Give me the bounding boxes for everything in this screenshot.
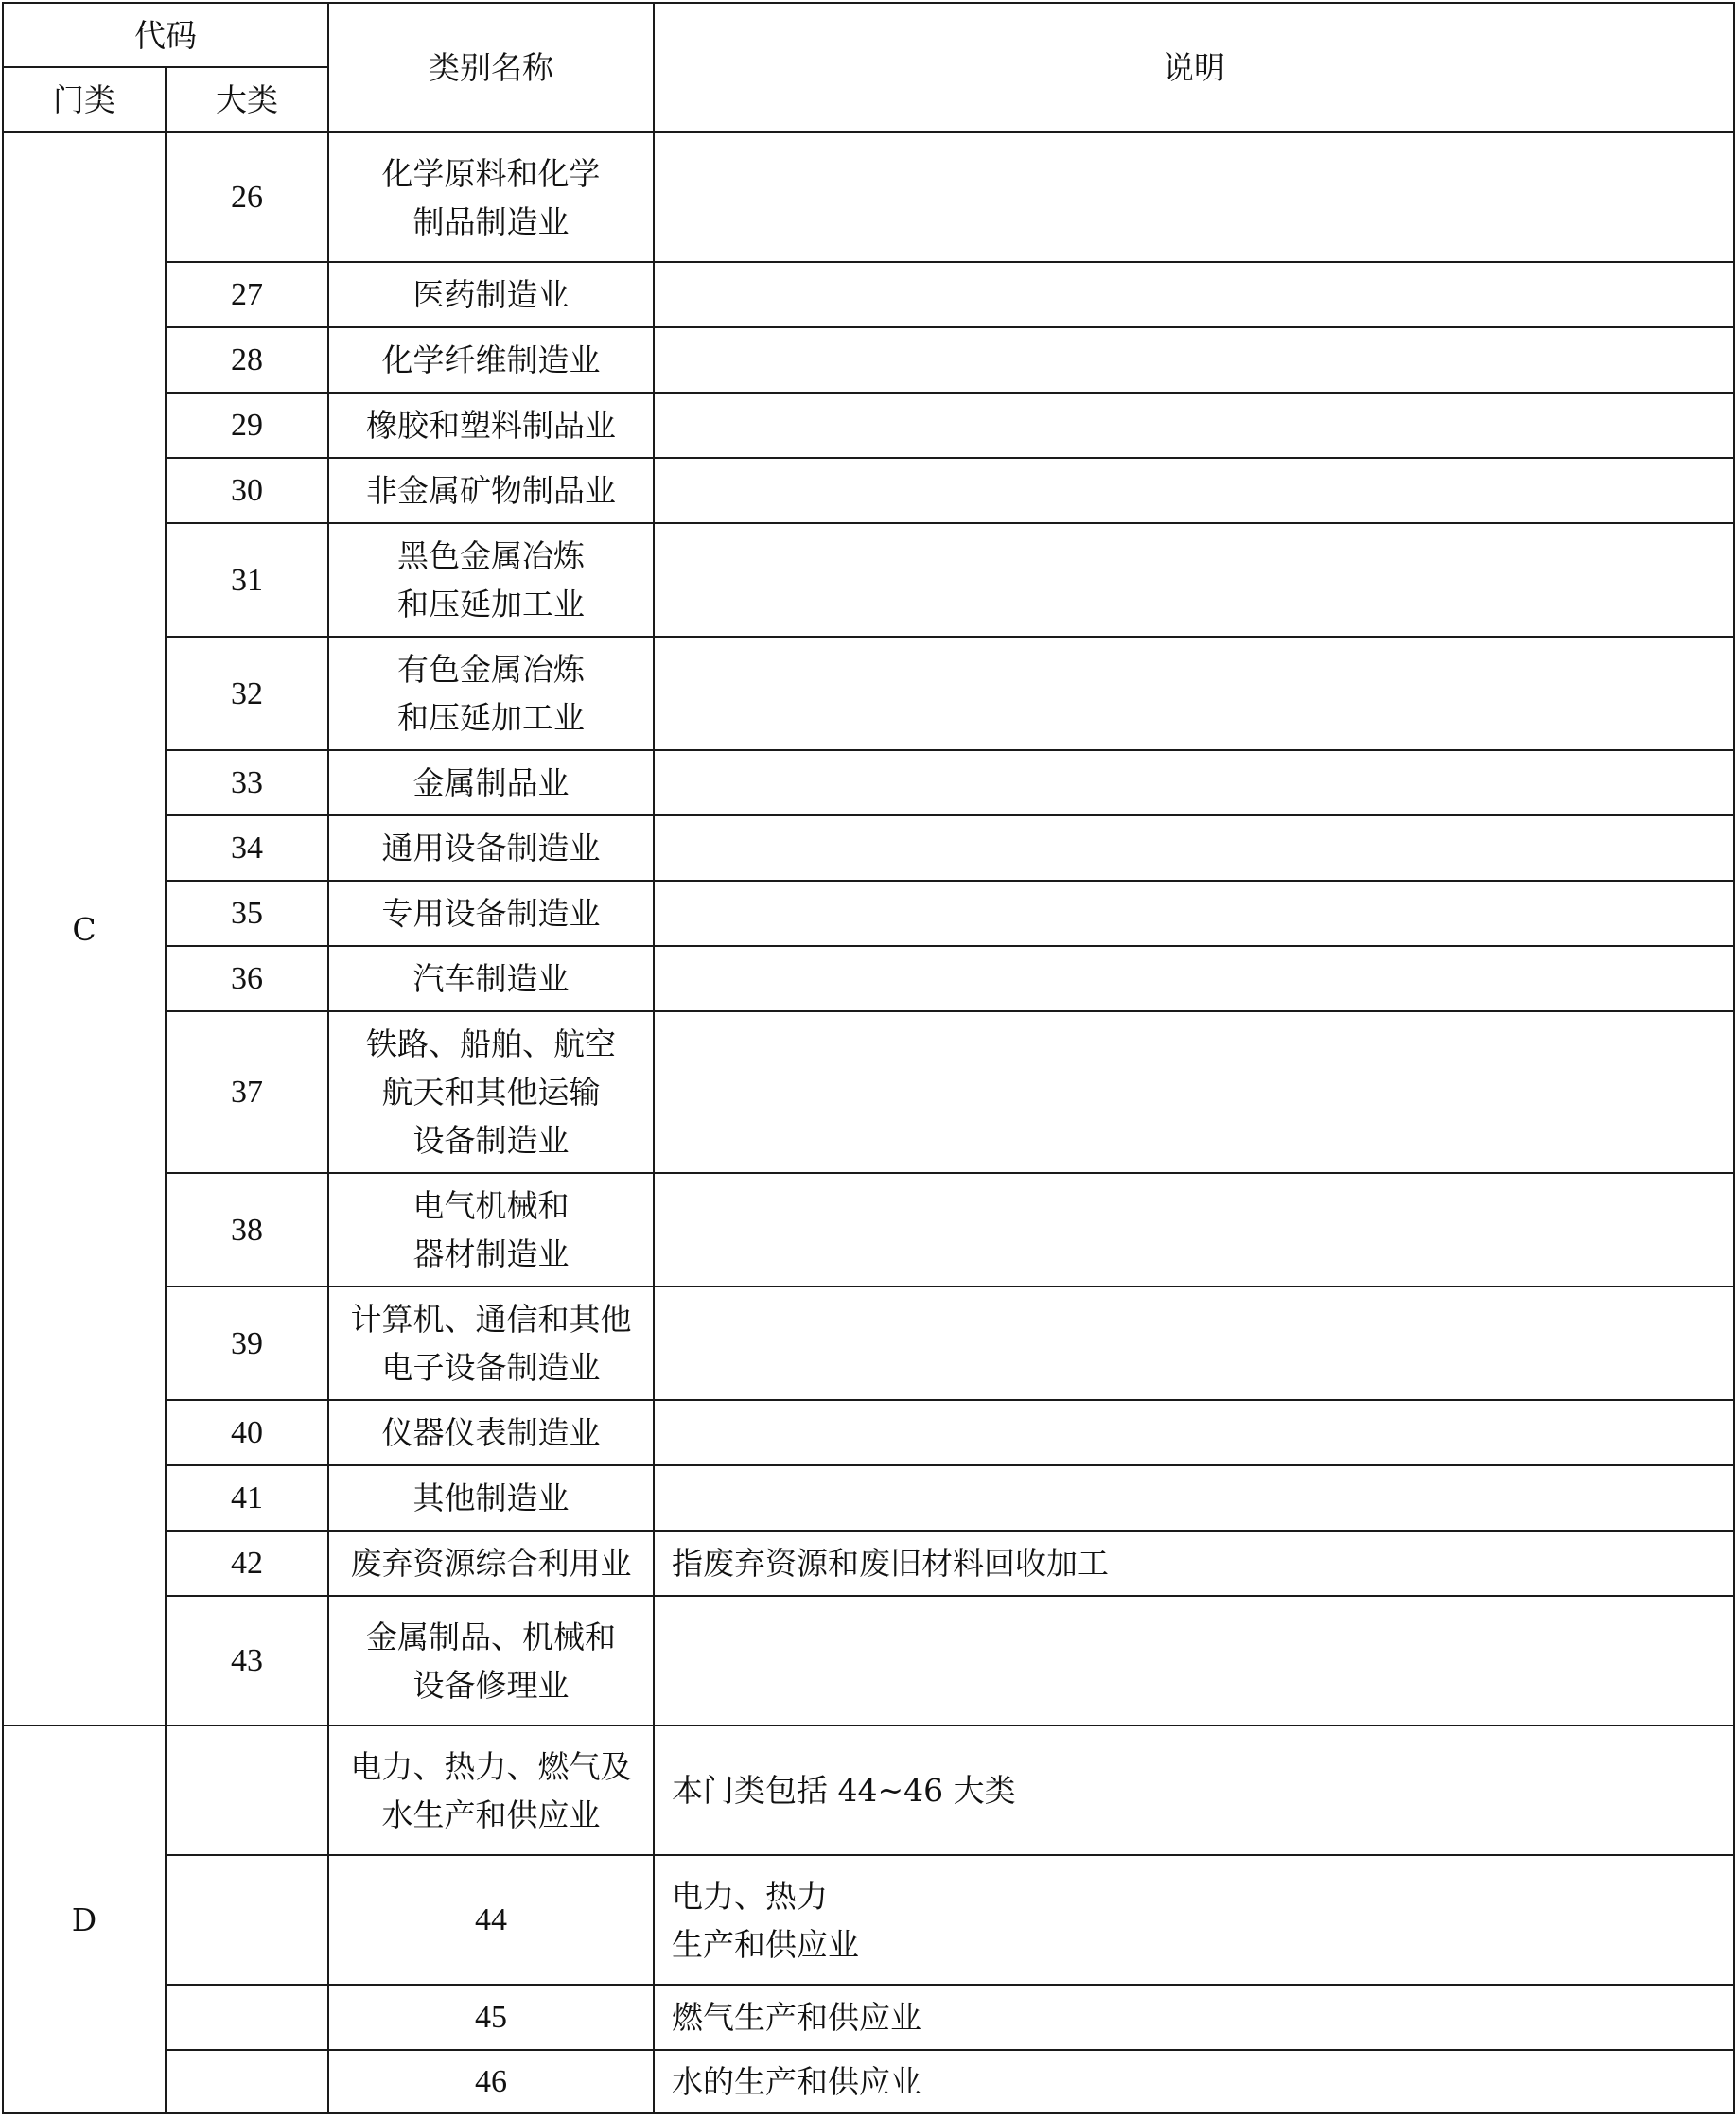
table-row: [3, 132, 1734, 262]
division-code: 33: [166, 750, 328, 815]
division-code: 35: [166, 881, 328, 946]
category-name: 橡胶和塑料制品业: [328, 393, 654, 458]
category-description: [654, 1287, 1734, 1400]
division-code: 34: [166, 815, 328, 881]
division-code: 31: [166, 523, 328, 637]
category-name: 计算机、通信和其他 电子设备制造业: [328, 1287, 654, 1400]
category-name: 其他制造业: [328, 1465, 654, 1531]
category-description: 指废弃资源和废旧材料回收加工: [654, 1531, 1734, 1596]
category-description: [654, 1173, 1734, 1287]
category-name: 专用设备制造业: [328, 881, 654, 946]
table-row: [3, 1400, 1734, 1465]
category-description: [654, 815, 1734, 881]
division-code: 28: [166, 327, 328, 393]
table-row: [3, 458, 1734, 523]
table-row: [3, 1173, 1734, 1287]
table-row: [3, 815, 1734, 881]
table-row: [3, 262, 1734, 327]
table-row: [3, 1985, 1734, 2050]
category-name: 电气机械和 器材制造业: [328, 1173, 654, 1287]
category-description: 燃气生产和供应业: [654, 1985, 1734, 2050]
division-code: 27: [166, 262, 328, 327]
division-code: 29: [166, 393, 328, 458]
category-name: 45: [328, 1985, 654, 2050]
table-row: [3, 327, 1734, 393]
table-row: [3, 1596, 1734, 1725]
table-row: [3, 523, 1734, 637]
header-section: 门类: [3, 67, 166, 132]
category-name: 电力、热力、燃气及 水生产和供应业: [328, 1725, 654, 1855]
table-row: [3, 1011, 1734, 1173]
division-code: 32: [166, 637, 328, 750]
division-code: 43: [166, 1596, 328, 1725]
section-code-d: D: [3, 1725, 166, 2113]
division-code: 39: [166, 1287, 328, 1400]
division-code: 40: [166, 1400, 328, 1465]
category-name: 44: [328, 1855, 654, 1985]
table-row: [3, 2050, 1734, 2113]
category-description: [654, 327, 1734, 393]
category-description: [654, 1596, 1734, 1725]
industry-classification-table: [2, 2, 1735, 2114]
category-name: 通用设备制造业: [328, 815, 654, 881]
division-code: [166, 1985, 328, 2050]
category-description: [654, 1400, 1734, 1465]
category-description: [654, 881, 1734, 946]
category-name: 金属制品、机械和 设备修理业: [328, 1596, 654, 1725]
table-row: [3, 1531, 1734, 1596]
division-code: [166, 1855, 328, 1985]
category-description: [654, 1011, 1734, 1173]
division-code: 42: [166, 1531, 328, 1596]
table-row: [3, 1725, 1734, 1855]
category-name: 黑色金属冶炼 和压延加工业: [328, 523, 654, 637]
category-description: 水的生产和供应业: [654, 2050, 1734, 2113]
division-code: 26: [166, 132, 328, 262]
category-name: 化学原料和化学 制品制造业: [328, 132, 654, 262]
table-row: [3, 1855, 1734, 1985]
table-row: [3, 750, 1734, 815]
category-name: 铁路、船舶、航空 航天和其他运输 设备制造业: [328, 1011, 654, 1173]
category-description: [654, 637, 1734, 750]
division-code: 41: [166, 1465, 328, 1531]
category-description: [654, 262, 1734, 327]
header-row-1: [3, 3, 1734, 67]
division-code: [166, 1725, 328, 1855]
category-description: [654, 1465, 1734, 1531]
category-name: 医药制造业: [328, 262, 654, 327]
table-row: [3, 393, 1734, 458]
division-code: 38: [166, 1173, 328, 1287]
category-name: 仪器仪表制造业: [328, 1400, 654, 1465]
category-description: 电力、热力 生产和供应业: [654, 1855, 1734, 1985]
category-name: 金属制品业: [328, 750, 654, 815]
category-name: 化学纤维制造业: [328, 327, 654, 393]
category-description: [654, 946, 1734, 1011]
table-row: [3, 1465, 1734, 1531]
division-code: 36: [166, 946, 328, 1011]
category-description: [654, 393, 1734, 458]
division-code: 30: [166, 458, 328, 523]
category-name: 废弃资源综合利用业: [328, 1531, 654, 1596]
table-row: [3, 881, 1734, 946]
table-row: [3, 946, 1734, 1011]
section-code-c: C: [3, 132, 166, 1725]
category-name: 非金属矿物制品业: [328, 458, 654, 523]
category-description: [654, 458, 1734, 523]
table-row: [3, 1287, 1734, 1400]
category-description: [654, 523, 1734, 637]
header-description: 说明: [654, 3, 1734, 132]
division-code: 37: [166, 1011, 328, 1173]
category-name: 汽车制造业: [328, 946, 654, 1011]
category-name: 46: [328, 2050, 654, 2113]
division-code: [166, 2050, 328, 2113]
header-name: 类别名称: [328, 3, 654, 132]
category-description: 本门类包括 44~46 大类: [654, 1725, 1734, 1855]
header-division: 大类: [166, 67, 328, 132]
category-description: [654, 750, 1734, 815]
table-row: [3, 637, 1734, 750]
category-name: 有色金属冶炼 和压延加工业: [328, 637, 654, 750]
category-description: [654, 132, 1734, 262]
header-code: 代码: [3, 3, 328, 67]
